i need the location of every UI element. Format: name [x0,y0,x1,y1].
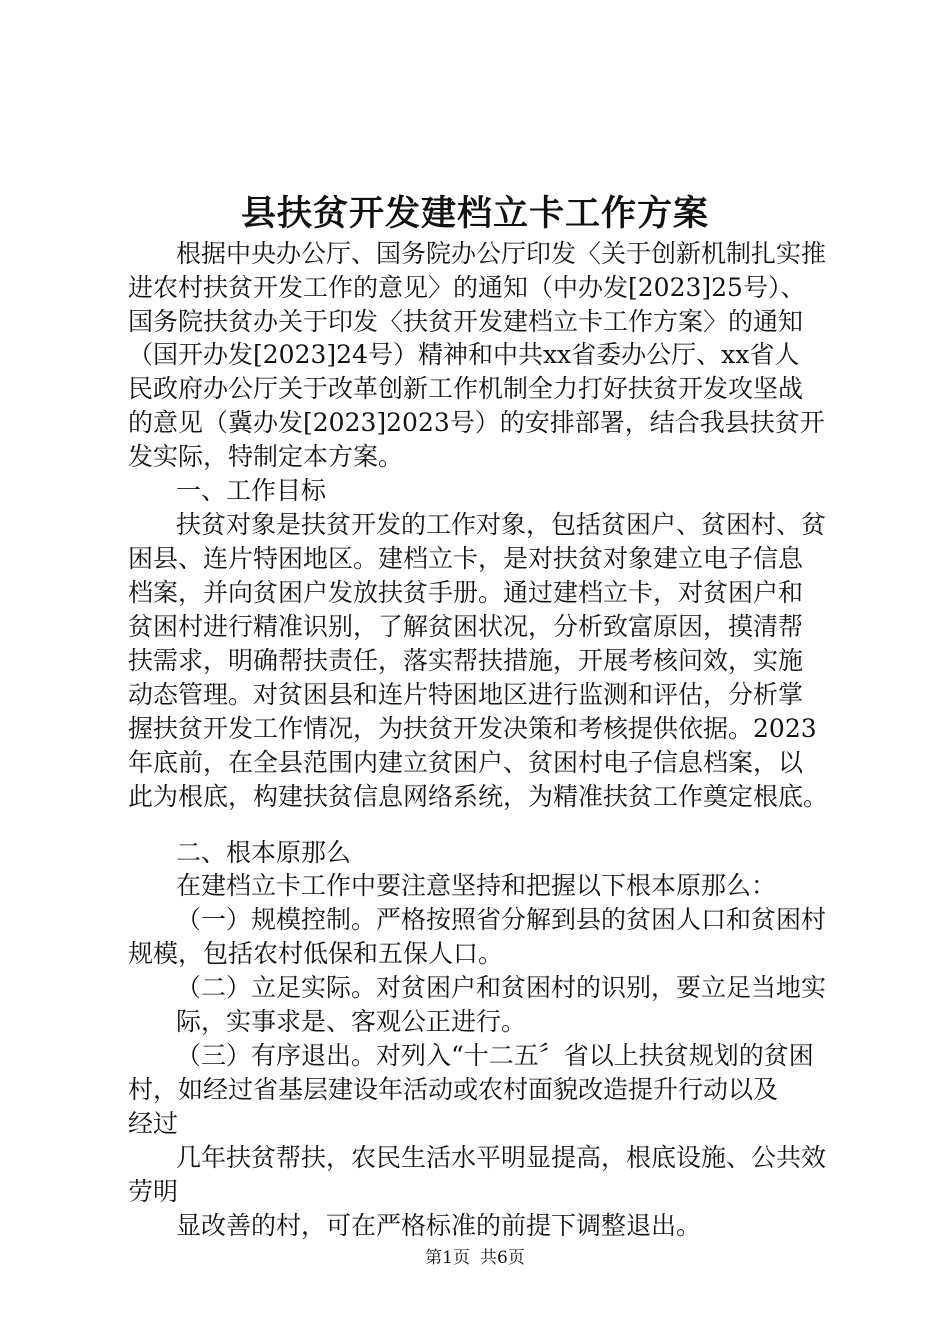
text-line: 进农村扶贫开发工作的意见〉的通知（中办发[2023]25号）、 [128,273,806,302]
text-line: （一）规模控制。严格按照省分解到县的贫困人口和贫困村 [176,905,827,934]
text-line: 经过 [128,1109,179,1138]
text-line: 根据中央办公厅、国务院办公厅印发〈关于创新机制扎实推 [176,239,827,268]
text-line: 困县、连片特困地区。建档立卡，是对扶贫对象建立电子信息 [128,544,804,573]
text-line: 档案，并向贫困户发放扶贫手册。通过建档立卡，对贫困户和 [128,578,804,607]
section-heading: 一、工作目标 [176,476,327,505]
text-line: 在建档立卡工作中要注意坚持和把握以下根本原那么： [176,871,777,900]
text-line: 规模，包括农村低保和五保人口。 [128,939,504,968]
text-line: 国务院扶贫办关于印发〈扶贫开发建档立卡工作方案〉的通知 [128,307,804,336]
text-line: 几年扶贫帮扶，农民生活水平明显提高，根底设施、公共效 [176,1143,827,1172]
page-number: 第1页 [425,1248,470,1268]
text-line: 此为根底，构建扶贫信息网络系统，为精准扶贫工作奠定根底。 [128,782,829,811]
text-line: 扶贫对象是扶贫开发的工作对象，包括贫困户、贫困村、贫 [176,510,827,539]
text-line: 村，如经过省基层建设年活动或农村面貌改造提升行动以及 [128,1075,779,1104]
document-title: 县扶贫开发建档立卡工作方案 [240,193,709,234]
text-line: 劳明 [128,1177,179,1206]
text-line: 显改善的村，可在严格标准的前提下调整退出。 [176,1211,702,1240]
text-line: 贫困村进行精准识别，了解贫困状况，分析致富原因，摸清帮 [128,612,804,641]
text-line: 发实际，特制定本方案。 [128,442,404,471]
text-line: 年底前，在全县范围内建立贫困户、贫困村电子信息档案，以 [128,748,804,777]
section-heading: 二、根本原那么 [176,838,352,867]
text-line: 握扶贫开发工作情况，为扶贫开发决策和考核提供依据。2023 [128,714,817,743]
text-line: 的意见（冀办发[2023]2023号）的安排部署，结合我县扶贫开 [128,408,825,437]
text-line: （三）有序退出。对列入“十二五〞省以上扶贫规划的贫困 [176,1041,814,1070]
text-line: （国开办发[2023]24号）精神和中共xx省委办公厅、xx省人 [128,340,800,369]
page-footer [0,1243,950,1268]
text-line: （二）立足实际。对贫困户和贫困村的识别，要立足当地实 [176,973,827,1002]
text-line: 际，实事求是、客观公正进行。 [176,1007,527,1036]
text-line: 民政府办公厅关于改革创新工作机制全力打好扶贫开发攻坚战 [128,374,804,403]
text-line: 扶需求，明确帮扶责任，落实帮扶措施，开展考核问效，实施 [128,646,804,675]
text-line: 动态管理。对贫困县和连片特困地区进行监测和评估，分析掌 [128,680,804,709]
page-total: 共6页 [480,1248,525,1268]
